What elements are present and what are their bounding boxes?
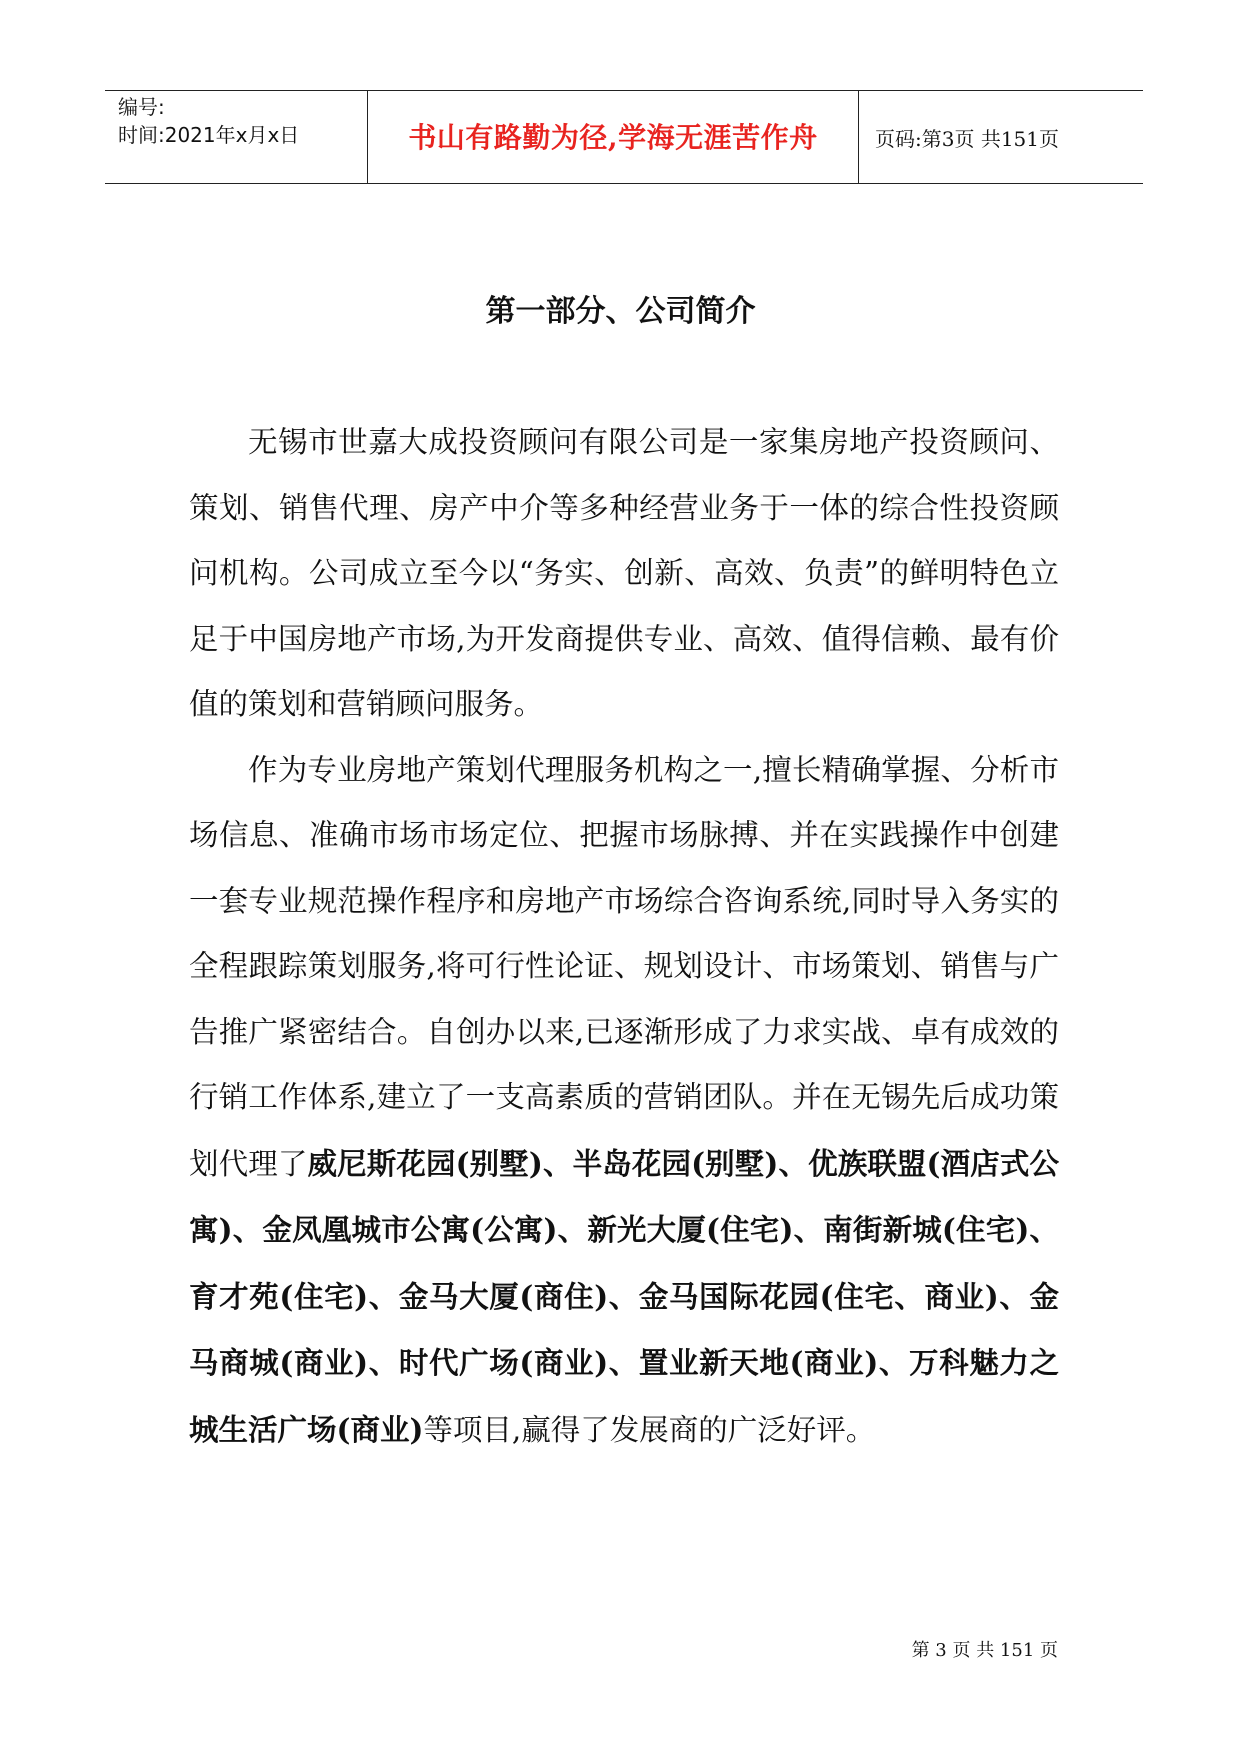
body-text [189, 410, 1059, 1463]
header-motto-cell [368, 91, 859, 183]
footer-page-number: 第 3 页 共 151 页 [911, 1640, 1058, 1661]
paragraph-services [189, 738, 1059, 1464]
paragraph-intro: 无锡市世嘉大成投资顾问有限公司是一家集房地产投资顾问、策划、销售代理、房产中介等多种经营业务于一体的综合性投资顾问机构。公司成立至今以“务实、创新、高效、负责”的鲜明特色立足于中国房地产市场,为开发商提供专业、高效、值得信赖、最有价值的策划和营销顾问服务。 [189, 425, 1059, 721]
paragraph-services-end: 等项目,赢得了发展商的广泛好评。 [423, 1412, 876, 1447]
paragraph-services-start: 作为专业房地产策划代理服务机构之一,擅长精确掌握、分析市场信息、准确市场市场定位、把握市场脉搏、并在实践操作中创建一套专业规范操作程序和房地产市场综合咨询系统,同时导入务实的全程跟踪策划服务,将可行性论证、规划设计、市场策划、销售与广告推广紧密结合。自创办以来,已逐渐形成了力求实战、卓有成效的行销工作体系,建立了一支高素质的营销团队。并在无锡先后成功策划代理了 [189, 752, 1059, 1181]
header-meta-cell [105, 91, 368, 183]
header-page-cell [859, 91, 1143, 183]
serial-label: 编号: [118, 95, 165, 119]
project-list: 威尼斯花园(别墅)、半岛花园(别墅)、优族联盟(酒店式公寓)、金凤凰城市公寓(公寓)、新光大厦(住宅)、南街新城(住宅)、育才苑(住宅)、金马大厦(商住)、金马国际花园(住宅、商业)、金马商城(商业)、时代广场(商业)、置业新天地(商业)、万科魅力之城生活广场(商业) [189, 1145, 1059, 1447]
time-label: 时间:2021年x月x日 [118, 123, 300, 147]
header-table [105, 90, 1143, 184]
page-title: 第一部分、公司简介 [485, 294, 756, 329]
header-page-code: 页码:第3页 共151页 [875, 126, 1059, 151]
header-motto: 书山有路勤为径,学海无涯苦作舟 [408, 121, 818, 154]
